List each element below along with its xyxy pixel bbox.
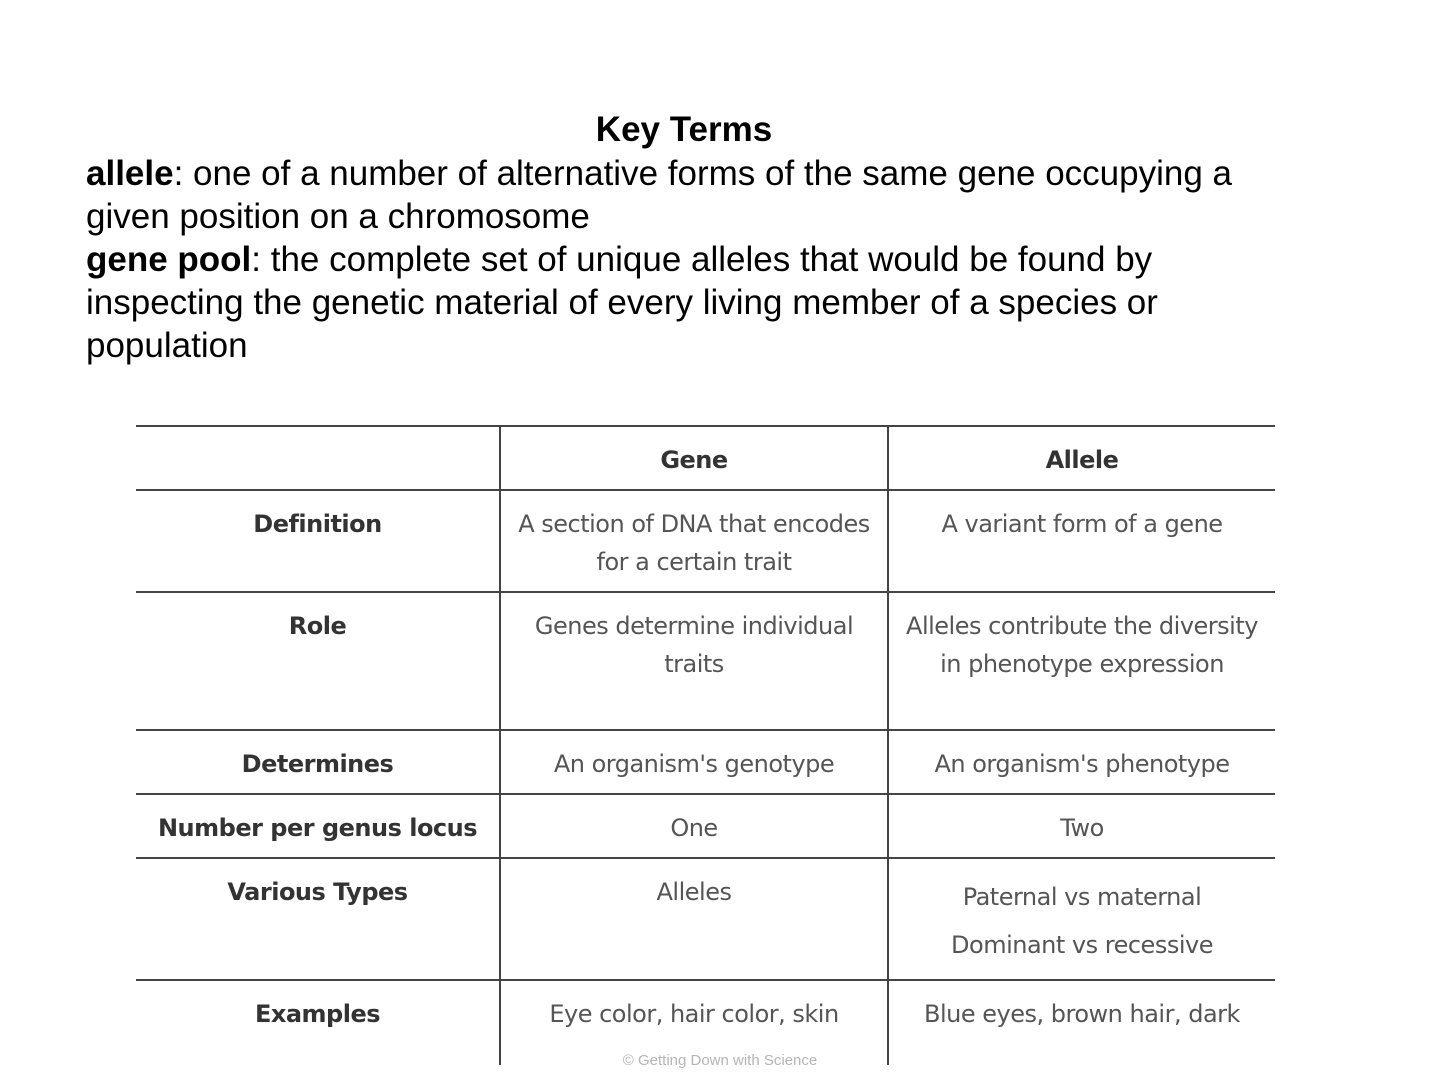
term-entry-gene-pool (86, 238, 1306, 367)
term-separator: : (173, 154, 184, 193)
allele-type-line: Paternal vs maternal (962, 883, 1202, 911)
allele-cell: Two (888, 794, 1275, 858)
header-cell-gene: Gene (500, 426, 888, 490)
gene-allele-comparison-table (136, 425, 1275, 1028)
gene-cell: A section of DNA that encodes for a certain trait (500, 490, 888, 592)
term-definition: the complete set of unique alleles that would be found by inspecting the genetic material of every living member of a species or population (86, 240, 1158, 365)
term-definition: one of a number of alternative forms of the same gene occupying a given position on a chromosome (86, 154, 1232, 236)
term-name: gene pool (86, 240, 252, 279)
table-row-various-types (136, 858, 1275, 980)
row-label: Examples (136, 980, 500, 1065)
row-label: Number per genus locus (136, 794, 500, 858)
row-label: Definition (136, 490, 500, 592)
header-cell-empty (136, 426, 500, 490)
gene-cell: Alleles (500, 858, 888, 980)
allele-cell: A variant form of a gene (888, 490, 1275, 592)
term-separator: : (251, 240, 262, 279)
gene-cell: An organism's genotype (500, 730, 888, 794)
row-label: Role (136, 592, 500, 730)
header-cell-allele: Allele (888, 426, 1275, 490)
row-label: Various Types (136, 858, 500, 980)
allele-cell (888, 858, 1275, 980)
gene-cell: One (500, 794, 888, 858)
table-row-role (136, 592, 1275, 730)
table-row-determines (136, 730, 1275, 794)
allele-cell: An organism's phenotype (888, 730, 1275, 794)
term-entry-allele (86, 152, 1306, 238)
allele-type-line: Dominant vs recessive (951, 931, 1213, 959)
copyright-footer: © Getting Down with Science (622, 1052, 818, 1069)
key-terms-list (86, 152, 1306, 367)
page-title: Key Terms (595, 110, 773, 149)
table-row-definition (136, 490, 1275, 592)
table-row-number-per-locus (136, 794, 1275, 858)
table-header-row (136, 426, 1275, 490)
row-label: Determines (136, 730, 500, 794)
comparison-table (136, 425, 1275, 1065)
allele-cell: Alleles contribute the diversity in phenotype expression (888, 592, 1275, 730)
gene-cell: Eye color, hair color, skin (500, 980, 888, 1065)
term-name: allele (86, 154, 174, 193)
gene-cell: Genes determine individual traits (500, 592, 888, 730)
allele-cell: Blue eyes, brown hair, dark (888, 980, 1275, 1065)
